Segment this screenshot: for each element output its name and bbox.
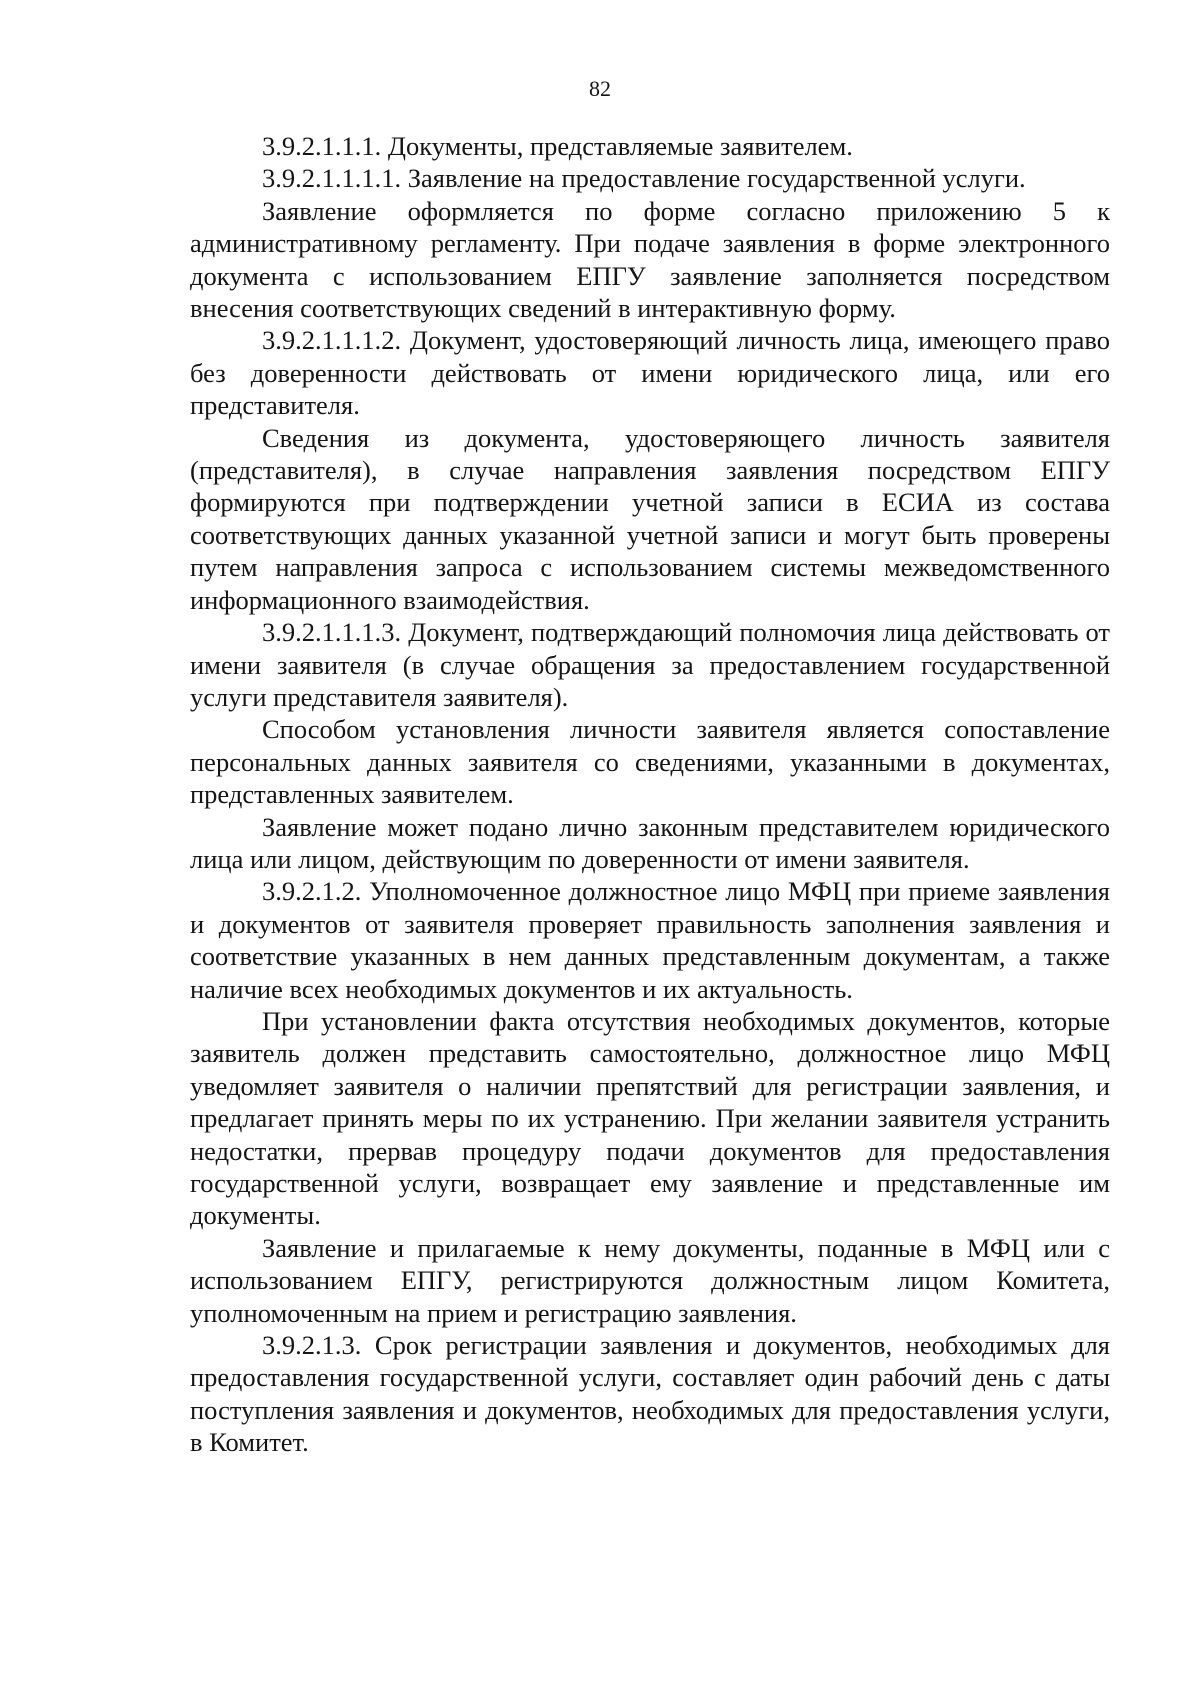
paragraph-3-9-2-1-1-1-2: 3.9.2.1.1.1.2. Документ, удостоверяющий личность лица, имеющего право без доверенности действовать от имени юридического лица, или его представителя. (190, 325, 1110, 421)
paragraph-submission-in-person: Заявление может подано лично законным представителем юридического лица или лицом, действующим по доверенности от имени заявителя. (190, 811, 1110, 874)
document-body (190, 130, 1110, 1459)
paragraph-application-form: Заявление оформляется по форме согласно приложению 5 к административному регламенту. При подаче заявления в форме электронного документа с использованием ЕПГУ заявление заполняется посредством внесения соответствующих сведений в интерактивную форму. (190, 195, 1110, 324)
paragraph-registration: Заявление и прилагаемые к нему документы, поданные в МФЦ или с использованием ЕПГУ, регистрируются должностным лицом Комитета, уполномоченным на прием и регистрацию заявления. (190, 1232, 1110, 1328)
paragraph-3-9-2-1-1-1-1: 3.9.2.1.1.1.1. Заявление на предоставление государственной услуги. (262, 163, 1026, 194)
paragraph-missing-documents: При установлении факта отсутствия необходимых документов, которые заявитель должен представить самостоятельно, должностное лицо МФЦ уведомляет заявителя о наличии препятствий для регистрации заявления, и предлагает принять меры по их устранению. При желании заявителя устранить недостатки, прервав процедуру подачи документов для предоставления государственной услуги, возвращает ему заявление и представленные им документы. (190, 1005, 1110, 1231)
paragraph-3-9-2-1-2: 3.9.2.1.2. Уполномоченное должностное лицо МФЦ при приеме заявления и документов от заявителя проверяет правильность заполнения заявления и соответствие указанных в нем данных представленным документам, а также наличие всех необходимых документов и их актуальность. (190, 876, 1110, 1004)
paragraph-identity-data: Сведения из документа, удостоверяющего личность заявителя (представителя), в случае направления заявления посредством ЕПГУ формируются при подтверждении учетной записи в ЕСИА из состава соответствующих данных указанной учетной записи и могут быть проверены путем направления запроса с использованием системы межведомственного информационного взаимодействия. (190, 422, 1110, 615)
paragraph-3-9-2-1-3: 3.9.2.1.3. Срок регистрации заявления и документов, необходимых для предоставления государственной услуги, составляет один рабочий день с даты поступления заявления и документов, необходимых для предоставления услуги, в Комитет. (190, 1330, 1110, 1458)
paragraph-3-9-2-1-1-1: 3.9.2.1.1.1. Документы, представляемые заявителем. (262, 131, 853, 161)
paragraph-3-9-2-1-1-1-3: 3.9.2.1.1.1.3. Документ, подтверждающий полномочия лица действовать от имени заявителя (в случае обращения за предоставлением государственной услуги представителя заявителя). (190, 617, 1110, 712)
page-number: 82 (589, 76, 611, 101)
paragraph-identity-method: Способом установления личности заявителя является сопоставление персональных данных заявителя со сведениями, указанными в документах, представленных заявителем. (190, 714, 1110, 810)
